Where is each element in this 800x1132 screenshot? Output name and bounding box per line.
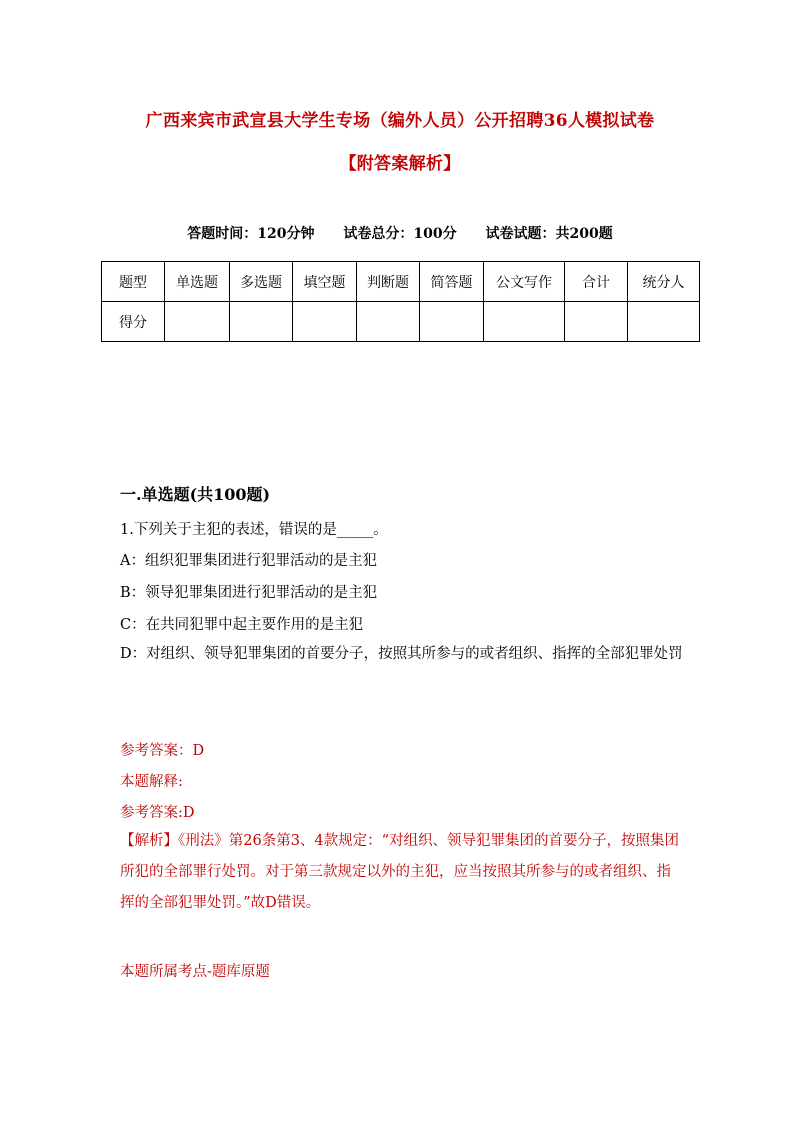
score-header-cell: 公文写作 bbox=[484, 262, 565, 302]
reference-answer: 参考答案：D bbox=[120, 743, 205, 759]
option-a: A：组织犯罪集团进行犯罪活动的是主犯 bbox=[120, 553, 377, 569]
explanation-label: 本题解释: bbox=[120, 774, 183, 790]
exam-question-count: 试卷试题：共200题 bbox=[485, 226, 613, 242]
score-cell bbox=[293, 302, 357, 342]
exam-total-score: 试卷总分：100分 bbox=[343, 226, 457, 242]
section-heading: 一.单选题(共100题) bbox=[120, 485, 271, 504]
answer-explanation: 【解析】《刑法》第26条第3、4款规定：“对组织、领导犯罪集团的首要分子，按照集团所犯的全部罪行处罚。对于第三款规定以外的主犯，应当按照其所参与的或者组织、指挥的全部犯罪处罚。”故D错误。 bbox=[120, 833, 680, 911]
score-cell bbox=[165, 302, 230, 342]
score-table-header-row bbox=[102, 262, 700, 302]
document-title: 广西来宾市武宣县大学生专场（编外人员）公开招聘36人模拟试卷 bbox=[145, 111, 655, 131]
score-cell bbox=[230, 302, 293, 342]
exam-info bbox=[0, 223, 800, 243]
document-subtitle: 【附答案解析】 bbox=[339, 154, 461, 174]
score-header-cell: 填空题 bbox=[293, 262, 357, 302]
score-header-cell: 题型 bbox=[102, 262, 165, 302]
option-c: C：在共同犯罪中起主要作用的是主犯 bbox=[120, 617, 364, 633]
score-header-cell: 判断题 bbox=[357, 262, 420, 302]
question-stem: 1.下列关于主犯的表述，错误的是_____。 bbox=[120, 522, 388, 538]
score-header-cell: 单选题 bbox=[165, 262, 230, 302]
score-row-label: 得分 bbox=[102, 302, 165, 342]
score-header-cell: 统分人 bbox=[628, 262, 700, 302]
topic-note: 本题所属考点-题库原题 bbox=[120, 964, 270, 980]
score-header-cell: 简答题 bbox=[420, 262, 484, 302]
score-header-cell: 多选题 bbox=[230, 262, 293, 302]
score-table-score-row bbox=[102, 302, 700, 342]
score-table bbox=[101, 261, 700, 342]
score-cell bbox=[628, 302, 700, 342]
exam-time: 答题时间：120分钟 bbox=[187, 226, 315, 242]
option-d: D：对组织、领导犯罪集团的首要分子，按照其所参与的或者组织、指挥的全部犯罪处罚 bbox=[120, 646, 683, 662]
score-cell bbox=[484, 302, 565, 342]
reference-answer-2: 参考答案:D bbox=[120, 805, 195, 821]
score-cell bbox=[420, 302, 484, 342]
option-b: B：领导犯罪集团进行犯罪活动的是主犯 bbox=[120, 585, 378, 601]
score-header-cell: 合计 bbox=[565, 262, 628, 302]
score-cell bbox=[565, 302, 628, 342]
score-cell bbox=[357, 302, 420, 342]
